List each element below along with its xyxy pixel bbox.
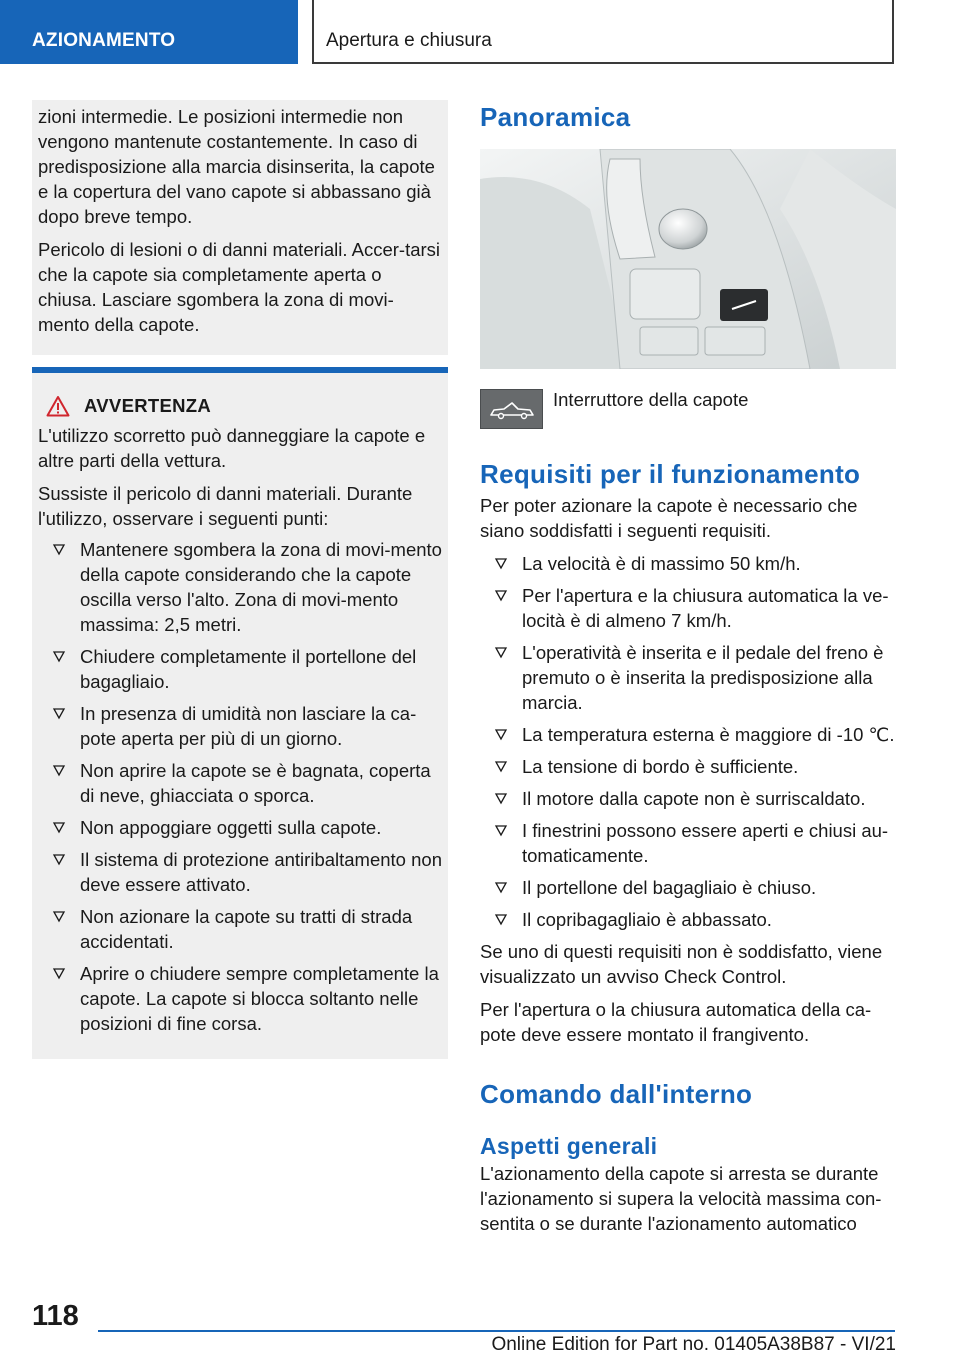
- list-item: Mantenere sgombera la zona di movi-mento della capote considerando che la capote oscilla verso l'alto. Zona di movi-mento massima: 2,5 metri.: [38, 537, 442, 637]
- warning-title-row: [38, 395, 442, 417]
- warning-triangle-icon: [46, 395, 70, 417]
- list-item: Chiudere completamente il portellone del bagagliaio.: [38, 644, 442, 694]
- bullet-triangle-icon: [51, 908, 67, 924]
- general-text: L'azionamento della capote si arresta se durante l'azionamento si supera la velocità massima con-sentita o se durante l'azionamento automatico: [480, 1163, 882, 1234]
- list-item: Aprire o chiudere sempre completamente la capote. La capote si blocca soltanto nelle posizioni di fine corsa.: [38, 961, 442, 1036]
- bullet-triangle-icon: [493, 879, 509, 895]
- legend-text: Interruttore della capote: [553, 389, 749, 410]
- list-item: L'operatività è inserita e il pedale del freno è premuto o è inserita la predisposizione alla marcia.: [480, 640, 896, 715]
- section-tab: [0, 0, 298, 64]
- note-paragraph: zioni intermedie. Le posizioni intermedie non vengono mantenute costantemente. In caso di predisposizione alla marcia disinserita, la capote e la copertura del vano capote si abbassano già dopo breve tempo.: [38, 106, 435, 227]
- right-column: [480, 100, 896, 1236]
- section-title: AZIONAMENTO: [32, 30, 176, 51]
- requirements-heading: Requisiti per il funzionamento: [480, 459, 861, 489]
- note-paragraph: Pericolo di lesioni o di danni materiali. Accer-tarsi che la capote sia completamente aperta o chiusa. Lasciare sgombera la zona di movi-mento della capote.: [38, 239, 441, 335]
- bullet-triangle-icon: [51, 762, 67, 778]
- bullet-triangle-icon: [493, 587, 509, 603]
- center-console-illustration: [480, 149, 896, 369]
- warning-title: AVVERTENZA: [84, 395, 212, 416]
- left-column: [32, 100, 448, 1059]
- bullet-triangle-icon: [493, 726, 509, 742]
- requirements-note: Per l'apertura o la chiusura automatica della ca-pote deve essere montato il frangivento.: [480, 999, 872, 1045]
- bullet-triangle-icon: [51, 705, 67, 721]
- bullet-triangle-icon: [51, 851, 67, 867]
- requirements-list: [480, 551, 896, 932]
- requirements-intro: Per poter azionare la capote è necessario che siano soddisfatti i seguenti requisiti.: [480, 495, 858, 541]
- bullet-triangle-icon: [493, 822, 509, 838]
- list-item: Per l'apertura e la chiusura automatica la ve-locità è di almeno 7 km/h.: [480, 583, 896, 633]
- inside-control-heading: Comando dall'interno: [480, 1079, 753, 1109]
- warning-list: [38, 537, 442, 1036]
- chapter-title: Apertura e chiusura: [326, 30, 492, 51]
- bullet-triangle-icon: [51, 648, 67, 664]
- list-item: Non azionare la capote su tratti di strada accidentati.: [38, 904, 442, 954]
- bullet-triangle-icon: [493, 790, 509, 806]
- bullet-triangle-icon: [51, 541, 67, 557]
- chapter-header: [312, 0, 894, 64]
- legend-row: [480, 389, 896, 429]
- warning-paragraph: Sussiste il pericolo di danni materiali. Durante l'utilizzo, osservare i seguenti punti:: [38, 483, 413, 529]
- requirements-note: Se uno di questi requisiti non è soddisfatto, viene visualizzato un avviso Check Control.: [480, 941, 883, 987]
- bullet-triangle-icon: [493, 555, 509, 571]
- warning-paragraph: L'utilizzo scorretto può danneggiare la capote e altre parti della vettura.: [38, 425, 426, 471]
- bullet-triangle-icon: [51, 819, 67, 835]
- list-item: La temperatura esterna è maggiore di -10 ℃.: [480, 722, 896, 747]
- list-item: Non appoggiare oggetti sulla capote.: [38, 815, 442, 840]
- general-heading: Aspetti generali: [480, 1133, 658, 1159]
- list-item: In presenza di umidità non lasciare la ca-pote aperta per più di un giorno.: [38, 701, 442, 751]
- footer-rule: [98, 1330, 895, 1332]
- convertible-roof-icon: [480, 389, 543, 429]
- list-item: La tensione di bordo è sufficiente.: [480, 754, 896, 779]
- bullet-triangle-icon: [51, 965, 67, 981]
- list-item: I finestrini possono essere aperti e chiusi au-tomaticamente.: [480, 818, 896, 868]
- list-item: Il portellone del bagagliaio è chiuso.: [480, 875, 896, 900]
- overview-heading: Panoramica: [480, 102, 631, 132]
- bullet-triangle-icon: [493, 758, 509, 774]
- list-item: Non aprire la capote se è bagnata, coperta di neve, ghiacciata o sporca.: [38, 758, 442, 808]
- note-box: [32, 100, 448, 355]
- bullet-triangle-icon: [493, 644, 509, 660]
- list-item: La velocità è di massimo 50 km/h.: [480, 551, 896, 576]
- bullet-triangle-icon: [493, 911, 509, 927]
- footer-edition: Online Edition for Part no. 01405A38B87 - VI/21: [491, 1334, 896, 1355]
- warning-box: [32, 367, 448, 1059]
- page-number: 118: [32, 1300, 79, 1332]
- console-photo: [480, 149, 896, 369]
- list-item: Il copribagagliaio è abbassato.: [480, 907, 896, 932]
- list-item: Il motore dalla capote non è surriscaldato.: [480, 786, 896, 811]
- list-item: Il sistema di protezione antiribaltamento non deve essere attivato.: [38, 847, 442, 897]
